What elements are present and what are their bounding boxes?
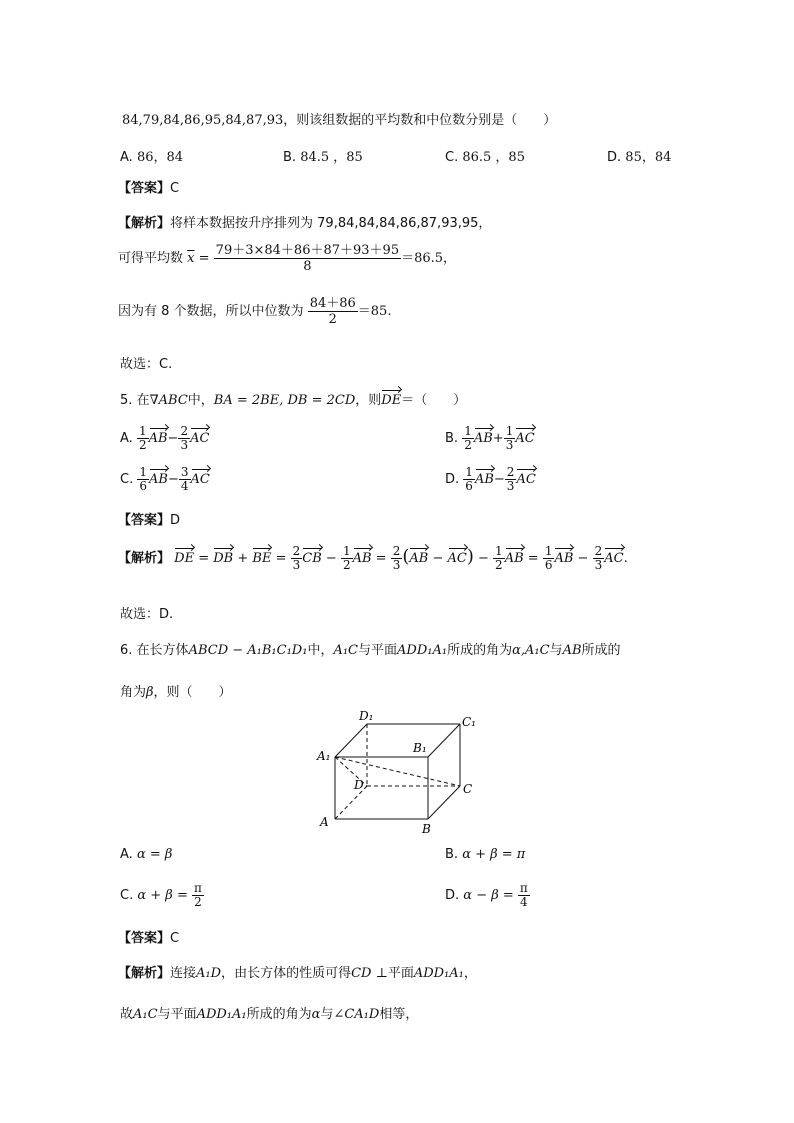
mean-fraction: $\frac{79+3\times 84+86+87+93+95}{8}$ xyxy=(215,243,400,274)
median-fraction: $\frac{84+86}{2}$ xyxy=(309,296,356,327)
q4-option-d: D. 85，84 xyxy=(607,150,672,165)
label-D1: D₁ xyxy=(359,709,374,723)
q5-analysis: 【解析】 DE = DB + BE = $\frac{2}{3}$ CB − $\frac{1}{2}$ AB = $\frac{2}{3}$ (AB − AC) − $\frac{1}{2}$ AB = $\frac{1}{6}$ AB − $\frac{2}{3}$ AC. xyxy=(118,544,628,572)
label-A1: A₁ xyxy=(317,749,331,763)
q6-option-c: C. α + β = $\frac{\pi}{2}$ xyxy=(120,881,202,909)
q4-option-b: B. 84.5 ，85 xyxy=(283,150,363,165)
mean-symbol: $\overline{x}$ xyxy=(187,251,195,266)
q4-option-a: A. 86，84 xyxy=(120,150,184,165)
cuboid-figure xyxy=(310,705,490,840)
q4-analysis-line3: 因为有 8 个数据，所以中位数为 $\frac{84+86}{2}$ ＝85. xyxy=(118,296,392,327)
label-B: B xyxy=(422,822,431,836)
q6-analysis-line2: 故A₁C与平面ADD₁A₁所成的角为α与∠CA₁D相等， xyxy=(120,1007,419,1022)
q5-option-a: A. $\frac{1}{2}$ AB− $\frac{2}{3}$ AC xyxy=(120,424,210,452)
q4-option-c: C. 86.5 ，85 xyxy=(445,150,525,165)
label-B1: B₁ xyxy=(413,741,427,755)
q5-target-vector: DE xyxy=(381,393,402,408)
q5-condition: BA = 2BE, DB = 2CD xyxy=(213,393,356,408)
q5-option-c: C. $\frac{1}{6}$ AB− $\frac{3}{4}$ AC xyxy=(120,465,210,493)
label-C: C xyxy=(463,782,473,796)
q6-option-d: D. α − β = $\frac{\pi}{4}$ xyxy=(445,881,528,909)
q4-conclusion: 故选：C. xyxy=(120,357,173,372)
q6-analysis-line1: 【解析】连接A₁D，由长方体的性质可得CD ⊥平面ADD₁A₁， xyxy=(118,966,477,981)
q5-conclusion: 故选：D. xyxy=(120,607,174,622)
q5-stem: 5. 在∇ABC中，BA = 2BE, DB = 2CD，则DE＝（ ） xyxy=(120,393,467,408)
q5-answer: 【答案】D xyxy=(118,513,181,528)
q6-stem-line1: 6. 在长方体ABCD − A₁B₁C₁D₁中，A₁C与平面ADD₁A₁所成的角为α,A₁C与AB所成的 xyxy=(120,643,621,658)
label-A: A xyxy=(320,815,329,829)
q4-stem-text: ，则该组数据的平均数和中位数分别是（ ） xyxy=(283,113,557,128)
q4-analysis-line1: 【解析】将样本数据按升序排列为 79,84,84,84,86,87,93,95， xyxy=(118,216,492,231)
edge-A1D1 xyxy=(335,724,367,757)
edge-BC xyxy=(428,786,460,819)
edge-B1C1 xyxy=(428,724,460,757)
q6-stem-line2: 角为β，则（ ） xyxy=(120,685,232,700)
q5-option-b: B. $\frac{1}{2}$ AB+ $\frac{1}{3}$ AC xyxy=(445,424,535,452)
q5-option-d: D. $\frac{1}{6}$ AB− $\frac{2}{3}$ AC xyxy=(445,465,536,493)
q6-answer: 【答案】C xyxy=(118,931,180,946)
q4-analysis-line2: 可得平均数 $\overline{x}$ = $\frac{79+3\times 84+86+87+93+95}{8}$ ＝86.5， xyxy=(118,243,457,274)
q4-answer: 【答案】C xyxy=(118,181,180,196)
q6-option-b: B. α + β = π xyxy=(445,847,526,862)
q4-stem xyxy=(122,109,556,128)
label-D: D xyxy=(354,778,364,792)
label-C1: C₁ xyxy=(462,715,476,729)
q4-data: 84,79,84,86,95,84,87,93 xyxy=(122,113,284,128)
q6-option-a: A. α = β xyxy=(120,847,173,862)
